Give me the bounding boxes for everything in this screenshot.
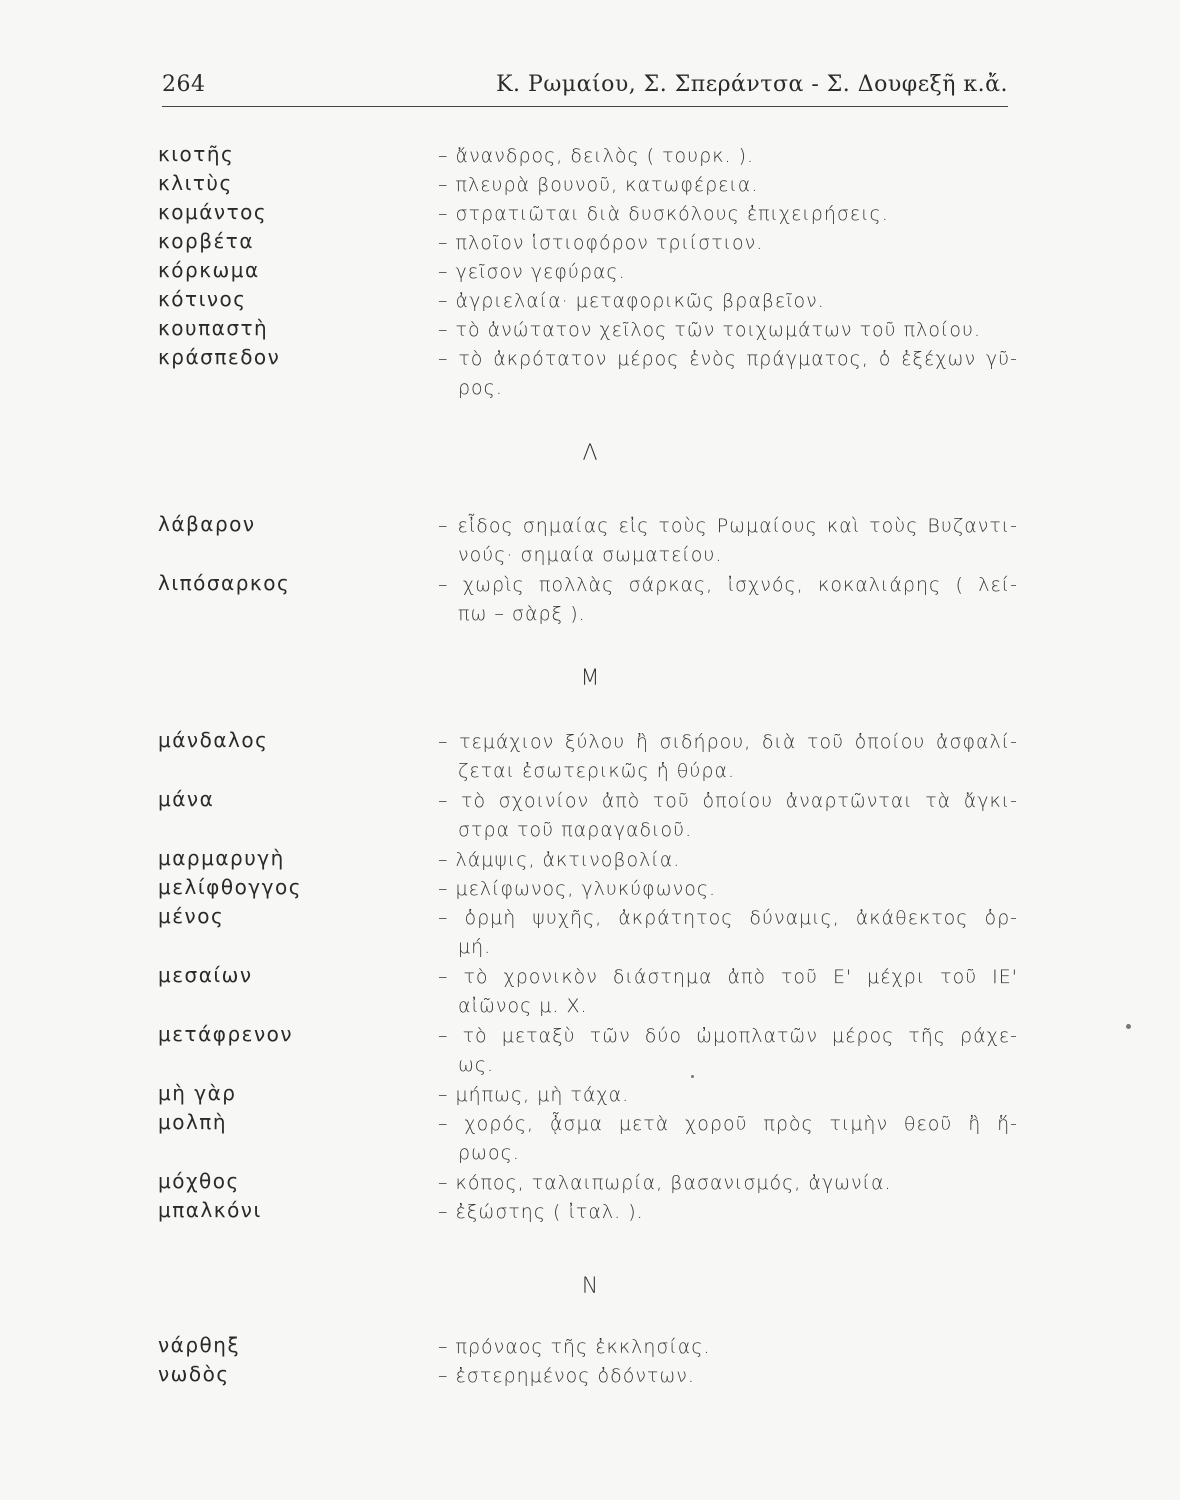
- definition-line: στρα τοῦ παραγαδιοῦ.: [458, 819, 693, 841]
- definition-line: αἰῶνος μ. Χ.: [458, 995, 588, 1017]
- definition-line: πω – σὰρξ ).: [458, 603, 586, 625]
- scan-speck: [1126, 1024, 1131, 1029]
- definition: [438, 229, 1018, 258]
- definition: [438, 904, 1018, 962]
- headword: κόρκωμα: [158, 258, 260, 282]
- definition-line: ζεται ἐσωτερικῶς ἡ θύρα.: [458, 760, 736, 782]
- definition-line: – κόπος, ταλαιπωρία, βασανισμός, ἀγωνία.: [438, 1172, 892, 1194]
- headword: μπαλκόνι: [158, 1198, 262, 1222]
- definition-line: – τὸ ἀνώτατον χεῖλος τῶν τοιχωμάτων τοῦ πλοίου.: [438, 319, 981, 341]
- definition-line: – γεῖσον γεφύρας.: [438, 261, 626, 283]
- running-head: Κ. Ρωμαίου, Σ. Σπεράντσα - Σ. Δουφεξῆ κ.ἄ.: [496, 72, 1008, 97]
- page-number: 264: [162, 72, 206, 97]
- definition-line: – τὸ σχοινίον ἀπὸ τοῦ ὁποίου ἀναρτῶνται τὰ ἄγκι-: [438, 790, 1018, 812]
- headword: μεσαίων: [158, 963, 253, 987]
- definition: [438, 875, 1018, 904]
- headword: κομάντος: [158, 200, 268, 224]
- headword: μάνδαλος: [158, 728, 269, 752]
- definition: [438, 1333, 1018, 1362]
- definition-line: – πλευρὰ βουνοῦ, κατωφέρεια.: [438, 174, 759, 196]
- definition-line: – στρατιῶται διὰ δυσκόλους ἐπιχειρήσεις.: [438, 203, 889, 225]
- definition-line: – τὸ μεταξὺ τῶν δύο ὠμοπλατῶν μέρος τῆς ράχε-: [438, 1025, 1018, 1047]
- definition-line: – εἶδος σημαίας εἰς τοὺς Ρωμαίους καὶ τοὺς Βυζαντι-: [438, 515, 1018, 537]
- definition: [438, 1362, 1018, 1391]
- definition: [438, 846, 1018, 875]
- definition-line: – χωρὶς πολλὰς σάρκας, ἰσχνός, κοκαλιάρης ( λεί-: [438, 574, 1018, 596]
- definition-line: ρωος.: [458, 1142, 520, 1164]
- definition: [438, 512, 1018, 570]
- definition-line: – ἐστερημένος ὀδόντων.: [438, 1365, 695, 1387]
- headword: νάρθηξ: [158, 1333, 241, 1357]
- definition-line: – μήπως, μὴ τάχα.: [438, 1084, 630, 1106]
- definition-line: – ἐξώστης ( ἰταλ. ).: [438, 1201, 644, 1223]
- definition: [438, 963, 1018, 1021]
- definition: [438, 316, 1018, 345]
- definition-line: – πρόναος τῆς ἐκκλησίας.: [438, 1336, 711, 1358]
- headword: κουπαστὴ: [158, 316, 269, 340]
- definition-line: – λάμψις, ἀκτινοβολία.: [438, 849, 681, 871]
- headword: μαρμαρυγὴ: [158, 846, 285, 870]
- definition-line: – πλοῖον ἱστιοφόρον τριίστιον.: [438, 232, 764, 254]
- definition-line: – ὁρμὴ ψυχῆς, ἀκράτητος δύναμις, ἀκάθεκτος ὁρ-: [438, 907, 1018, 929]
- definition-line: νούς· σημαία σωματείου.: [458, 544, 723, 566]
- definition: [438, 287, 1018, 316]
- definition: [438, 1110, 1018, 1168]
- headword: λάβαρον: [158, 512, 256, 536]
- headword: κότινος: [158, 287, 247, 311]
- headword: μὴ γὰρ: [158, 1081, 237, 1105]
- section-letter: Λ: [582, 441, 598, 466]
- definition-line: – τεμάχιον ξύλου ἢ σιδήρου, διὰ τοῦ ὁποίου ἀσφαλί-: [438, 731, 1018, 753]
- page-header: [162, 72, 1008, 100]
- header-rule: [162, 106, 1008, 107]
- section-letter: Μ: [580, 666, 600, 691]
- definition-line: ρος.: [458, 377, 503, 399]
- definition: [438, 142, 1018, 171]
- headword: κορβέτα: [158, 229, 255, 253]
- headword: μολπὴ: [158, 1110, 228, 1134]
- definition-line: – ἄνανδρος, δειλὸς ( τουρκ. ).: [438, 145, 755, 167]
- definition: [438, 1022, 1018, 1080]
- definition: [438, 1169, 1018, 1198]
- headword: κλιτὺς: [158, 171, 233, 195]
- headword: λιπόσαρκος: [158, 571, 291, 595]
- headword: μετάφρενον: [158, 1022, 294, 1046]
- definition: [438, 1198, 1018, 1227]
- definition: [438, 200, 1018, 229]
- definition-line: – χορός, ᾆσμα μετὰ χοροῦ πρὸς τιμὴν θεοῦ ἢ ἥ-: [438, 1113, 1018, 1135]
- definition: [438, 787, 1018, 845]
- definition-line: – τὸ χρονικὸν διάστημα ἀπὸ τοῦ Ε' μέχρι τοῦ ΙΕ': [438, 966, 1018, 988]
- scan-speck: [691, 1075, 694, 1078]
- headword: μάνα: [158, 787, 215, 811]
- definition-line: μή.: [458, 936, 492, 958]
- headword: μελίφθογγος: [158, 875, 302, 899]
- section-letter: Ν: [581, 1274, 599, 1299]
- definition: [438, 728, 1018, 786]
- headword: κιοτῆς: [158, 142, 235, 166]
- definition-line: ως.: [458, 1054, 495, 1076]
- headword: κράσπεδον: [158, 345, 281, 369]
- headword: μένος: [158, 904, 225, 928]
- headword: μόχθος: [158, 1169, 240, 1193]
- definition-line: – μελίφωνος, γλυκύφωνος.: [438, 878, 717, 900]
- definition-line: – τὸ ἀκρότατον μέρος ἑνὸς πράγματος, ὁ ἐξέχων γῦ-: [438, 348, 1018, 370]
- definition: [438, 571, 1018, 629]
- definition-line: – ἀγριελαία· μεταφορικῶς βραβεῖον.: [438, 290, 825, 312]
- definition: [438, 258, 1018, 287]
- definition: [438, 1081, 1018, 1110]
- definition: [438, 171, 1018, 200]
- headword: νωδὸς: [158, 1362, 230, 1386]
- definition: [438, 345, 1018, 403]
